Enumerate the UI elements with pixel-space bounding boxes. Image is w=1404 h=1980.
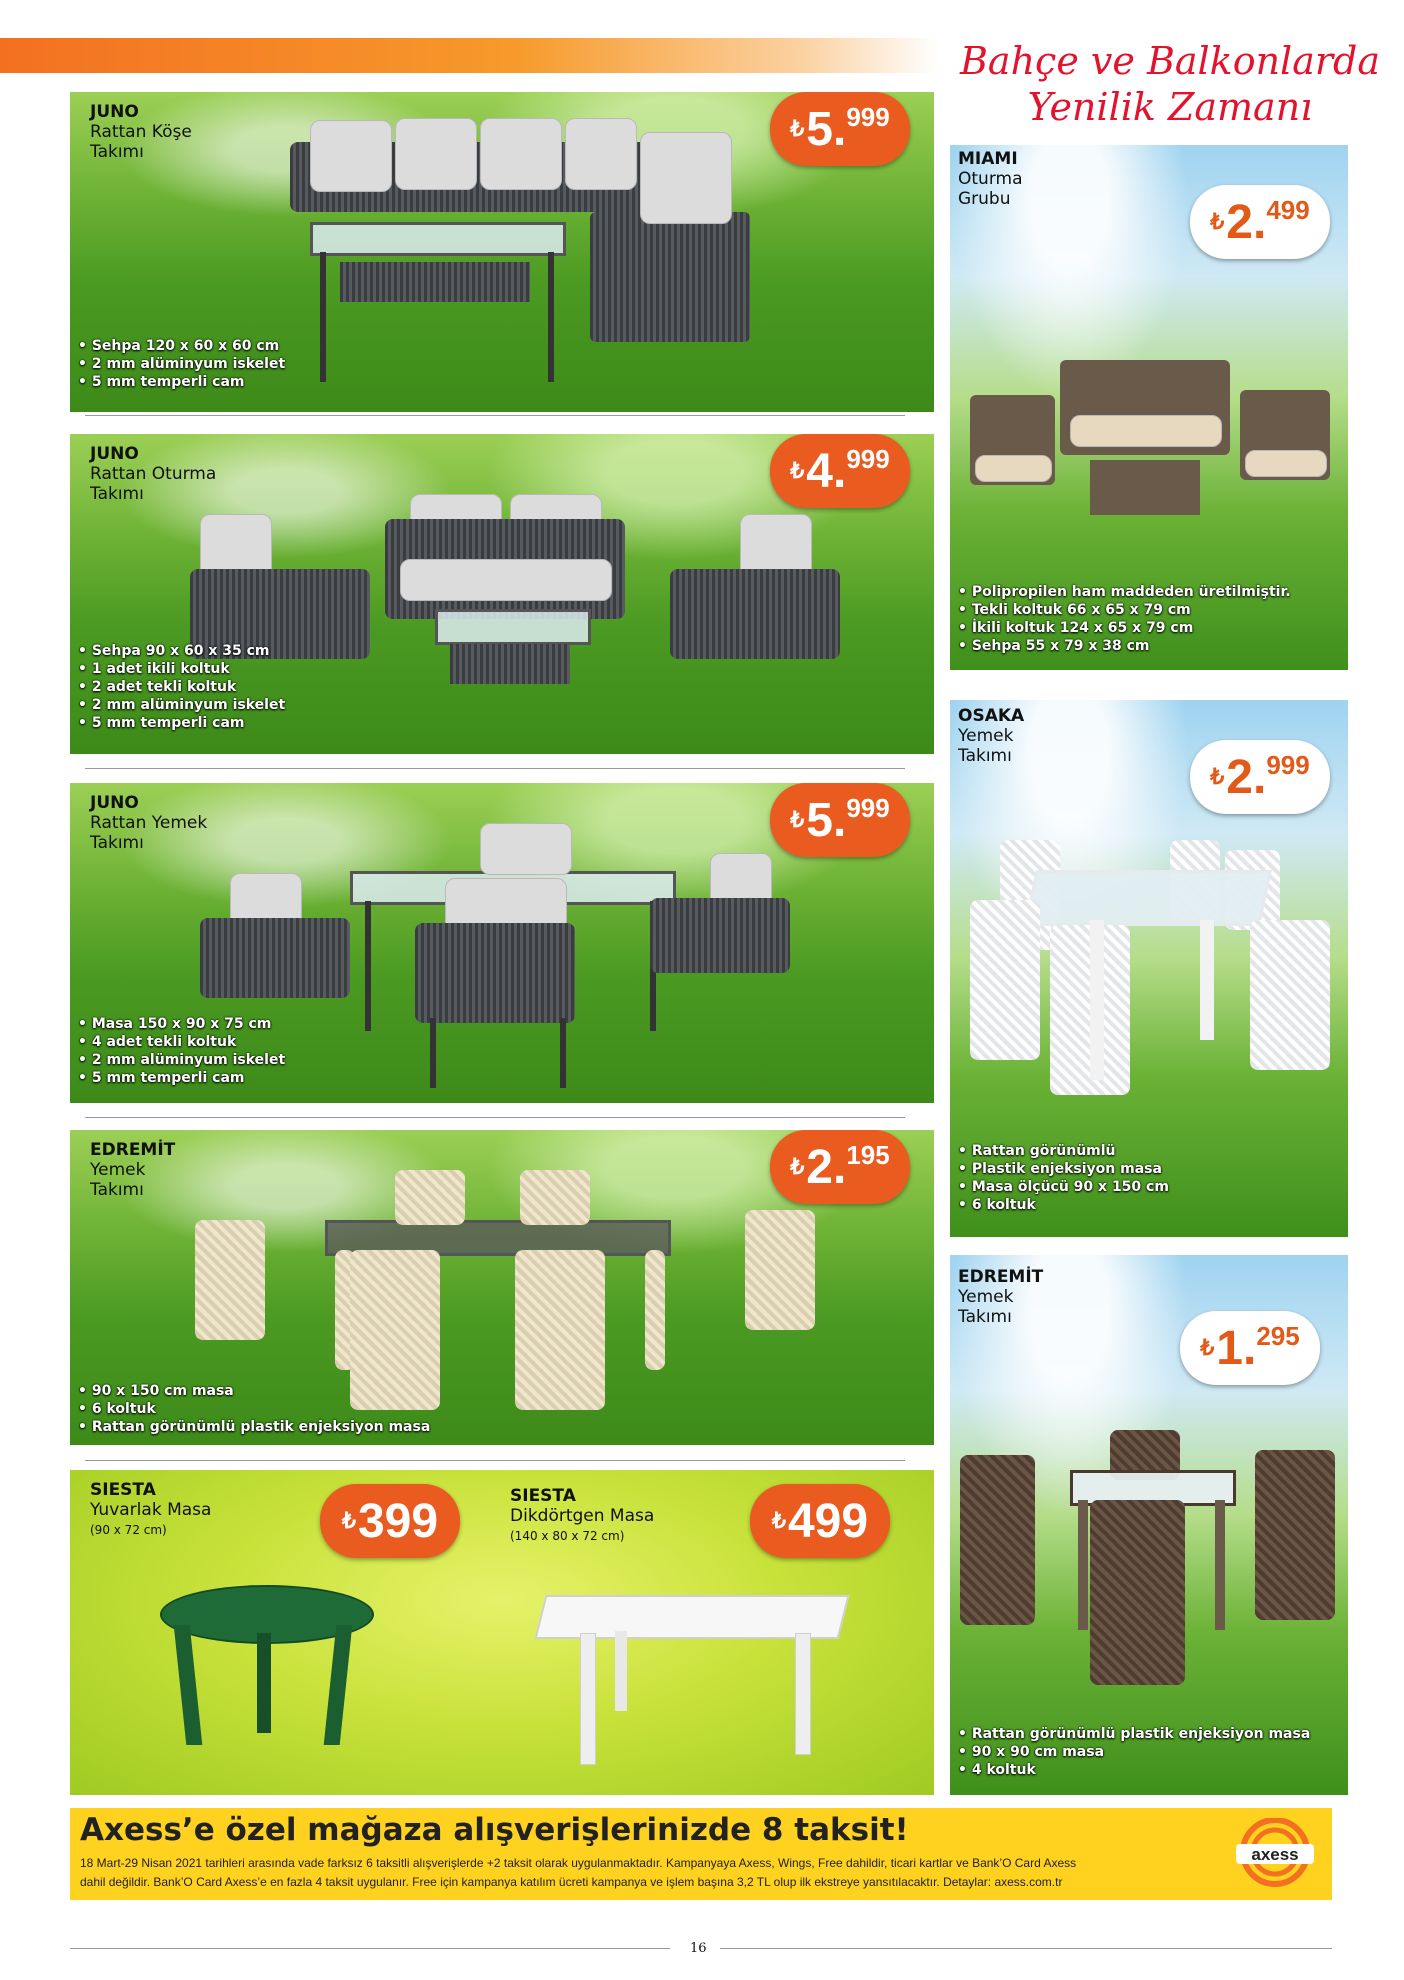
feature-list: • Sehpa 90 x 60 x 35 cm • 1 adet ikili koltuk • 2 adet tekli koltuk • 2 mm alüminyum iskelet • 5 mm temperli cam xyxy=(78,643,286,731)
page-number: 16 xyxy=(690,1941,707,1956)
feature-list: • Rattan görünümlü plastik enjeksiyon masa • 90 x 90 cm masa • 4 koltuk xyxy=(958,1726,1311,1778)
product-brand: JUNO xyxy=(90,444,139,464)
feature-list: • 90 x 150 cm masa • 6 koltuk • Rattan görünümlü plastik enjeksiyon masa xyxy=(78,1383,431,1435)
campaign-terms: 18 Mart-29 Nisan 2021 tarihleri arasında vade farksız 6 taksitli alışverişlerde +2 taksit olarak uygulanmaktadır. Kampanyaya Axess, Wings, Free dahildir, ticari kartlar ve Bank’O Card Axess dahil değildir. Bank’O Card Axess’e en fazla 4 taksit uygulanır. Free için kampanya katılım ücreti kampanya ve işlem başına 3,2 TL olup ilk ekstreye yansıtılacaktır. Detaylar: axess.com.tr xyxy=(80,1856,1077,1889)
page-headline xyxy=(960,38,1380,130)
product-name-line2: Grubu xyxy=(958,189,1011,209)
product-name-line2: Takımı xyxy=(90,833,144,853)
product-title xyxy=(958,149,1023,209)
price-tag: ₺ 2. 499 xyxy=(1190,185,1330,259)
product-edremit-1 xyxy=(70,1130,934,1445)
seating-group-image xyxy=(960,350,1340,550)
price-tag: ₺ 2. 999 xyxy=(1190,740,1330,814)
price-tag: ₺ 2. 195 xyxy=(770,1130,910,1204)
product-juno-oturma xyxy=(70,434,934,754)
feature-list: • Polipropilen ham maddeden üretilmiştir. • Tekli koltuk 66 x 65 x 79 cm • İkili koltuk 124 x 65 x 79 cm • Sehpa 55 x 79 x 38 cm xyxy=(958,584,1291,654)
product-title xyxy=(90,102,192,162)
product-name-line2: Takımı xyxy=(90,484,144,504)
product-name-line1: Yemek xyxy=(958,1287,1014,1307)
divider xyxy=(85,415,905,416)
price-tag: ₺ 5. 999 xyxy=(770,783,910,857)
siesta-yuvarlak-title xyxy=(90,1480,211,1540)
product-edremit-2 xyxy=(950,1255,1348,1795)
product-title xyxy=(958,1267,1043,1327)
product-brand: MIAMI xyxy=(958,149,1018,169)
price-tag-yuvarlak: ₺ 399 xyxy=(320,1484,460,1558)
divider xyxy=(85,1117,905,1118)
product-osaka xyxy=(950,700,1348,1237)
axess-logo xyxy=(1230,1818,1320,1890)
feature-list: • Masa 150 x 90 x 75 cm • 4 adet tekli koltuk • 2 mm alüminyum iskelet • 5 mm temperli cam xyxy=(78,1016,286,1086)
product-size: (140 x 80 x 72 cm) xyxy=(510,1529,625,1543)
top-orange-bar xyxy=(0,38,940,73)
feature-list: • Sehpa 120 x 60 x 60 cm • 2 mm alüminyum iskelet • 5 mm temperli cam xyxy=(78,338,286,390)
price-tag-dikdortgen: ₺ 499 xyxy=(750,1484,890,1558)
bottom-rule-right xyxy=(720,1948,1332,1949)
product-title xyxy=(958,706,1024,766)
siesta-dikdortgen-title xyxy=(510,1486,654,1546)
product-name-line2: Takımı xyxy=(958,1307,1012,1327)
product-brand: OSAKA xyxy=(958,706,1025,726)
product-brand: SIESTA xyxy=(90,1480,156,1500)
product-name-line1: Yemek xyxy=(958,726,1014,746)
product-brand: SIESTA xyxy=(510,1486,576,1506)
headline-line-1: Bahçe ve Balkonlarda xyxy=(960,39,1381,83)
product-name-line2: Takımı xyxy=(958,746,1012,766)
round-table-image xyxy=(160,1585,370,1755)
product-siesta xyxy=(70,1470,934,1795)
product-name: Dikdörtgen Masa xyxy=(510,1506,655,1526)
dining-set-image xyxy=(960,1430,1340,1690)
divider xyxy=(85,1460,905,1461)
product-brand: EDREMİT xyxy=(90,1140,176,1160)
product-name-line1: Rattan Yemek xyxy=(90,813,208,833)
product-name-line1: Oturma xyxy=(958,169,1023,189)
price-tag: ₺ 4. 999 xyxy=(770,434,910,508)
product-title xyxy=(90,793,207,853)
product-brand: JUNO xyxy=(90,102,139,122)
price-tag: ₺ 1. 295 xyxy=(1180,1311,1320,1385)
product-name-line2: Takımı xyxy=(90,142,144,162)
dining-set-image xyxy=(970,840,1340,1110)
product-brand: JUNO xyxy=(90,793,139,813)
axess-campaign-banner xyxy=(70,1808,1332,1900)
feature-list: • Rattan görünümlü • Plastik enjeksiyon masa • Masa ölçücü 90 x 150 cm • 6 koltuk xyxy=(958,1143,1169,1213)
bottom-rule-left xyxy=(70,1948,670,1949)
product-name-line1: Yemek xyxy=(90,1160,146,1180)
svg-text:axess: axess xyxy=(1251,1845,1299,1864)
headline-line-2: Yenilik Zamanı xyxy=(1027,85,1313,129)
corner-sofa-image xyxy=(280,112,840,402)
product-juno-kose xyxy=(70,92,934,412)
product-name-line1: Rattan Oturma xyxy=(90,464,217,484)
product-brand: EDREMİT xyxy=(958,1267,1044,1287)
rectangle-table-image xyxy=(540,1595,840,1770)
divider xyxy=(85,768,905,769)
product-size: (90 x 72 cm) xyxy=(90,1523,167,1537)
product-title xyxy=(90,1140,175,1200)
product-juno-yemek xyxy=(70,783,934,1103)
dining-set-image xyxy=(200,813,800,1093)
product-name: Yuvarlak Masa xyxy=(90,1500,212,1520)
product-name-line2: Takımı xyxy=(90,1180,144,1200)
price-tag: ₺ 5. 999 xyxy=(770,92,910,166)
product-name-line1: Rattan Köşe xyxy=(90,122,192,142)
campaign-title: Axess’e özel mağaza alışverişlerinizde 8 taksit! xyxy=(80,1812,909,1848)
product-miami xyxy=(950,145,1348,670)
